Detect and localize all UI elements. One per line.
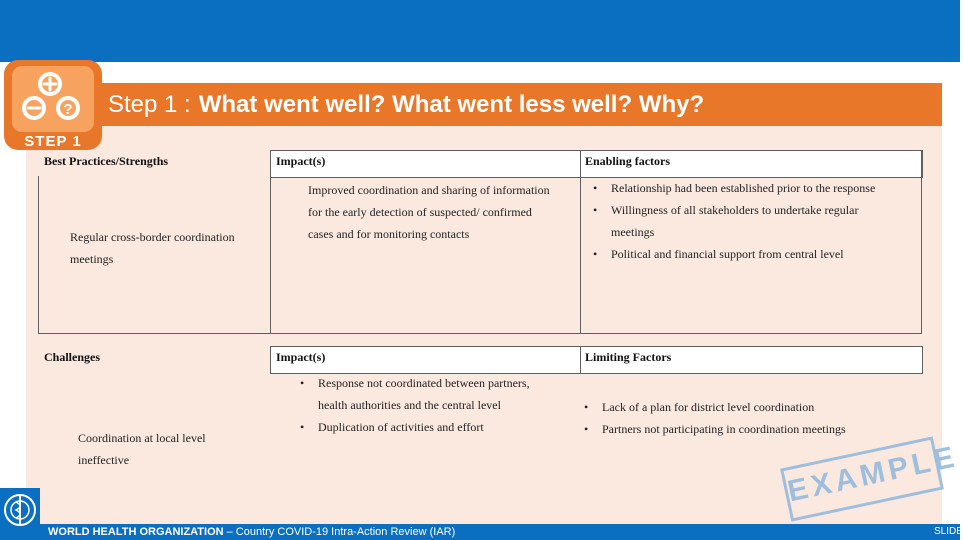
limiting-factors-list	[578, 396, 848, 440]
table-divider-3	[270, 346, 271, 374]
limiting-factors-header: Limiting Factors	[585, 350, 672, 364]
table-border-left	[38, 176, 39, 333]
list-item: • Duplication of activities and effort	[294, 416, 556, 438]
table-divider-4	[580, 346, 581, 374]
challenge-impacts-header: Impact(s)	[276, 350, 326, 364]
list-item: • Lack of a plan for district level coordination	[578, 396, 848, 418]
svg-text:?: ?	[63, 101, 73, 118]
impacts-header: Impact(s)	[276, 154, 326, 168]
footer-caption	[48, 524, 455, 540]
title-prefix: Step 1 :	[108, 91, 191, 118]
table-border-bottom	[38, 333, 922, 334]
list-item: • Partners not participating in coordination meetings	[578, 418, 848, 440]
challenges-header: Challenges	[44, 350, 101, 364]
best-practice-impact: Improved coordination and sharing of information for the early detection of suspected/ confirmed cases and for monitoring contacts	[308, 183, 550, 241]
table-border-right	[921, 150, 922, 333]
enabling-factors-list	[587, 177, 887, 265]
table-divider-2	[580, 150, 581, 333]
step-badge	[4, 60, 102, 150]
footer-subtitle: – Country COVID-19 Intra-Action Review (IAR)	[223, 526, 456, 538]
title-main: What went well? What went less well? Why?	[198, 91, 705, 118]
list-item: • Political and financial support from central level	[587, 243, 887, 265]
who-emblem-icon	[2, 492, 38, 532]
list-item: • Willingness of all stakeholders to undertake regular meetings	[587, 199, 887, 243]
slide-title	[108, 89, 704, 121]
list-item: • Relationship had been established prior to the response	[587, 177, 887, 199]
challenge-impacts-list	[294, 372, 556, 438]
table-divider-1	[270, 150, 271, 333]
best-practice-text: Regular cross-border coordination meetings	[70, 230, 235, 266]
enabling-factors-header: Enabling factors	[585, 154, 671, 168]
slide-label: SLIDE	[934, 526, 963, 537]
gears-icon	[14, 66, 92, 130]
challenge-text: Coordination at local level ineffective	[78, 431, 206, 467]
list-item: • Response not coordinated between partners, health authorities and the central level	[294, 372, 556, 416]
step-label: STEP 1	[24, 133, 82, 150]
footer-org: WORLD HEALTH ORGANIZATION	[48, 526, 224, 538]
who-logo	[0, 488, 40, 536]
top-banner	[0, 0, 960, 62]
best-practices-header: Best Practices/Strengths	[44, 154, 169, 168]
example-stamp: EXAMPLE	[780, 436, 944, 521]
